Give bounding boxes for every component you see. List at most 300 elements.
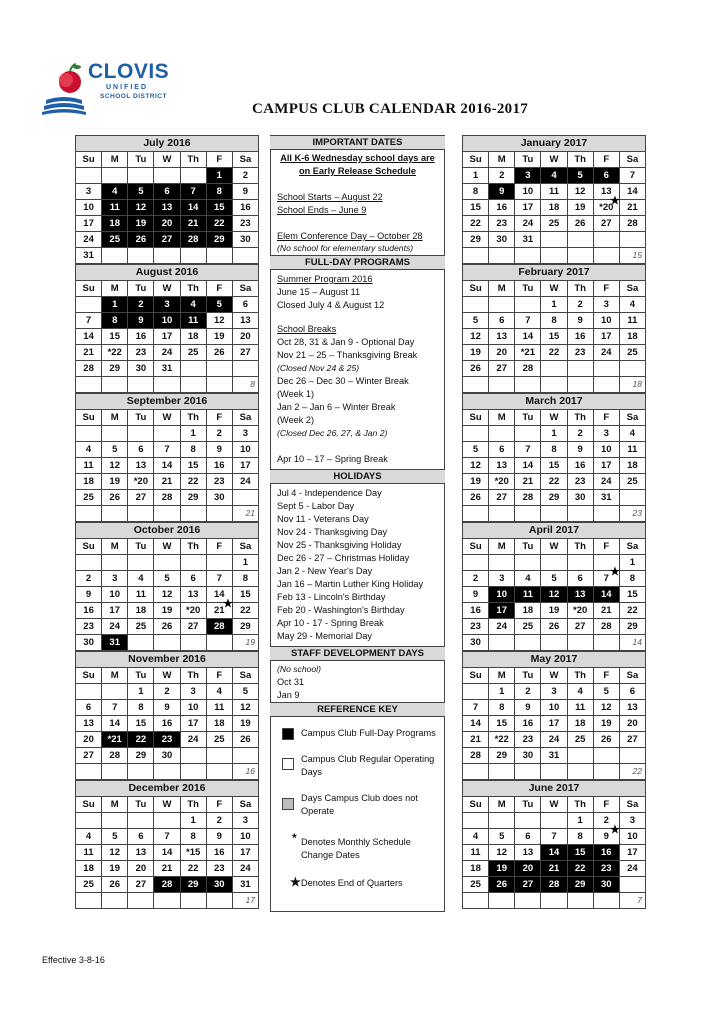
weekday-header: Sa xyxy=(232,152,258,168)
day-cell: 2 xyxy=(593,813,619,829)
weekday-header: F xyxy=(206,539,232,555)
break-3: Dec 26 – Dec 30 – Winter Break xyxy=(277,376,409,386)
month-calendar xyxy=(75,780,259,909)
day-cell: 24 xyxy=(593,345,619,361)
clovis-logo xyxy=(42,60,172,116)
day-cell xyxy=(567,555,593,571)
day-cell: 7 xyxy=(206,571,232,587)
day-cell xyxy=(180,635,206,651)
day-cell xyxy=(489,555,515,571)
day-cell xyxy=(463,377,489,393)
day-cell: 29 xyxy=(619,619,645,635)
day-cell: 11 xyxy=(567,700,593,716)
day-cell: 11 xyxy=(180,313,206,329)
day-cell: 17 xyxy=(593,329,619,345)
day-cell xyxy=(541,764,567,780)
day-cell xyxy=(541,377,567,393)
effective-date: Effective 3-8-16 xyxy=(42,955,105,965)
key-full-day-label: Campus Club Full-Day Programs xyxy=(301,728,436,738)
day-cell: 17 xyxy=(489,603,515,619)
day-cell: 23 xyxy=(206,474,232,490)
day-cell: 10 xyxy=(102,587,128,603)
weekday-header: M xyxy=(489,539,515,555)
day-cell: 24 xyxy=(515,216,541,232)
day-cell xyxy=(206,748,232,764)
day-cell xyxy=(593,506,619,522)
day-cell xyxy=(567,248,593,264)
end-of-quarter-star-icon: ★ xyxy=(609,195,620,207)
holiday-item: Jul 4 - Independence Day xyxy=(277,488,382,498)
day-cell: 16 xyxy=(593,845,619,861)
day-cell: 6 xyxy=(128,829,154,845)
day-cell xyxy=(206,361,232,377)
day-cell: *15 xyxy=(180,845,206,861)
day-cell: 2 xyxy=(463,571,489,587)
day-cell: 14 xyxy=(206,587,232,603)
day-cell: 26 xyxy=(102,490,128,506)
day-cell xyxy=(515,893,541,909)
day-cell: 15 xyxy=(541,458,567,474)
day-cell: 2 xyxy=(206,426,232,442)
day-cell: 16 xyxy=(206,458,232,474)
day-cell: 18 xyxy=(102,216,128,232)
day-cell: 31 xyxy=(154,361,180,377)
day-cell: *22 xyxy=(489,732,515,748)
day-cell: 17 xyxy=(232,458,258,474)
day-cell xyxy=(515,297,541,313)
day-cell xyxy=(593,764,619,780)
day-cell: 1 xyxy=(206,168,232,184)
day-cell: 20 xyxy=(489,345,515,361)
day-cell xyxy=(463,684,489,700)
weekday-header: Su xyxy=(76,281,102,297)
day-cell: 20 xyxy=(619,716,645,732)
weekday-header: Sa xyxy=(232,539,258,555)
day-cell: 20 xyxy=(154,216,180,232)
day-cell: 13 xyxy=(489,458,515,474)
day-cell xyxy=(515,764,541,780)
day-cell: 13 xyxy=(128,458,154,474)
calendar-right-column xyxy=(462,135,646,909)
day-cell: 29 xyxy=(102,361,128,377)
day-cell: 18 xyxy=(206,716,232,732)
days-count: 7 xyxy=(619,893,645,909)
break-5: Apr 10 – 17 – Spring Break xyxy=(277,454,388,464)
day-cell xyxy=(180,506,206,522)
month-title: August 2016 xyxy=(76,265,259,281)
day-cell xyxy=(102,893,128,909)
day-cell: 2 xyxy=(567,297,593,313)
day-cell: 1 xyxy=(232,555,258,571)
key-regular-swatch xyxy=(282,758,294,770)
day-cell xyxy=(76,297,102,313)
day-cell: 31 xyxy=(593,490,619,506)
day-cell xyxy=(206,248,232,264)
day-cell: 27 xyxy=(619,732,645,748)
day-cell: 4 xyxy=(463,829,489,845)
day-cell: 27 xyxy=(76,748,102,764)
day-cell: 8 xyxy=(567,829,593,845)
day-cell: 8 xyxy=(180,829,206,845)
day-cell: 25 xyxy=(619,474,645,490)
day-cell xyxy=(180,893,206,909)
day-cell: 7 xyxy=(154,442,180,458)
holiday-item: May 29 - Memorial Day xyxy=(277,631,372,641)
day-cell: 17 xyxy=(232,845,258,861)
days-count: 15 xyxy=(619,248,645,264)
day-cell xyxy=(180,248,206,264)
day-cell: 11 xyxy=(102,200,128,216)
weekday-header: Th xyxy=(567,539,593,555)
day-cell xyxy=(76,684,102,700)
day-cell: 16 xyxy=(232,200,258,216)
day-cell: 3 xyxy=(76,184,102,200)
day-cell: 31 xyxy=(515,232,541,248)
day-cell xyxy=(102,506,128,522)
day-cell: *20 xyxy=(180,603,206,619)
day-cell: 11 xyxy=(619,313,645,329)
holidays-header: HOLIDAYS xyxy=(270,469,445,484)
day-cell: 3 xyxy=(593,297,619,313)
day-cell: 13 xyxy=(76,716,102,732)
day-cell: 10 xyxy=(593,442,619,458)
day-cell: 25 xyxy=(102,232,128,248)
key-regular-label: Campus Club Regular Operating Days xyxy=(301,754,435,777)
day-cell xyxy=(515,248,541,264)
day-cell xyxy=(232,748,258,764)
break-4-note: (Closed Dec 26, 27, & Jan 2) xyxy=(277,428,388,438)
day-cell xyxy=(515,377,541,393)
day-cell: 9 xyxy=(154,700,180,716)
day-cell: 22 xyxy=(541,345,567,361)
day-cell: 25 xyxy=(128,619,154,635)
day-cell: 8 xyxy=(619,571,645,587)
day-cell xyxy=(489,297,515,313)
day-cell: 3 xyxy=(154,297,180,313)
month-title: January 2017 xyxy=(463,136,646,152)
month-calendar xyxy=(75,264,259,393)
day-cell: 30 xyxy=(206,877,232,893)
weekday-header: Sa xyxy=(619,539,645,555)
day-cell: 12 xyxy=(102,845,128,861)
day-cell: 12 xyxy=(463,329,489,345)
day-cell: 21 xyxy=(463,732,489,748)
weekday-header: W xyxy=(154,668,180,684)
elem-conference-note: (No school for elementary students) xyxy=(277,243,414,253)
day-cell: 9 ★ xyxy=(593,829,619,845)
day-cell: 28 xyxy=(154,490,180,506)
month-title: May 2017 xyxy=(463,652,646,668)
weekday-header: W xyxy=(154,152,180,168)
day-cell: 28 xyxy=(619,216,645,232)
day-cell: 3 xyxy=(232,813,258,829)
day-cell: 27 xyxy=(489,361,515,377)
day-cell: 29 xyxy=(180,877,206,893)
day-cell xyxy=(619,361,645,377)
closed-dates: Closed July 4 & August 12 xyxy=(277,300,385,310)
day-cell: 1 xyxy=(128,684,154,700)
day-cell: 27 xyxy=(593,216,619,232)
day-cell: 19 xyxy=(154,603,180,619)
day-cell: 5 xyxy=(232,684,258,700)
day-cell xyxy=(593,232,619,248)
day-cell: 28 xyxy=(102,748,128,764)
day-cell xyxy=(619,232,645,248)
day-cell: 30 xyxy=(463,635,489,651)
weekday-header: Th xyxy=(567,668,593,684)
day-cell: 27 xyxy=(515,877,541,893)
day-cell: 21 xyxy=(619,200,645,216)
day-cell: 13 xyxy=(489,329,515,345)
weekday-header: Tu xyxy=(515,668,541,684)
day-cell xyxy=(463,297,489,313)
day-cell xyxy=(154,248,180,264)
day-cell: 30 xyxy=(154,748,180,764)
day-cell: 3 xyxy=(232,426,258,442)
day-cell: 5 xyxy=(463,442,489,458)
month-calendar xyxy=(462,393,646,522)
summer-dates: June 15 – August 11 xyxy=(277,287,361,297)
day-cell xyxy=(102,377,128,393)
weekday-header: F xyxy=(206,281,232,297)
day-cell: 4 xyxy=(567,684,593,700)
days-count: 19 xyxy=(232,635,258,651)
reference-key-header: REFERENCE KEY xyxy=(270,702,445,717)
day-cell: 7 xyxy=(541,829,567,845)
day-cell xyxy=(102,813,128,829)
key-closed-label: Days Campus Club does not Operate xyxy=(301,793,418,816)
break-2-note: (Closed Nov 24 & 25) xyxy=(277,363,360,373)
weekday-header: Tu xyxy=(515,539,541,555)
day-cell: 16 xyxy=(567,458,593,474)
break-3-week: (Week 1) xyxy=(277,389,315,399)
weekday-header: Su xyxy=(76,152,102,168)
day-cell: 21 xyxy=(154,861,180,877)
day-cell xyxy=(489,377,515,393)
weekday-header: Su xyxy=(76,539,102,555)
day-cell: 19 xyxy=(232,716,258,732)
day-cell: 6 xyxy=(567,571,593,587)
day-cell xyxy=(128,377,154,393)
day-cell: 23 xyxy=(463,619,489,635)
day-cell: 25 xyxy=(515,619,541,635)
early-release-line2: on Early Release Schedule xyxy=(299,166,416,176)
day-cell: 27 xyxy=(232,345,258,361)
day-cell xyxy=(515,555,541,571)
day-cell xyxy=(463,248,489,264)
day-cell xyxy=(128,426,154,442)
day-cell: 26 xyxy=(232,732,258,748)
day-cell: 30 xyxy=(128,361,154,377)
day-cell: 17 xyxy=(102,603,128,619)
day-cell: 25 xyxy=(463,877,489,893)
day-cell xyxy=(463,893,489,909)
day-cell: 26 xyxy=(206,345,232,361)
month-calendar xyxy=(462,135,646,264)
day-cell: 10 xyxy=(232,442,258,458)
weekday-header: Tu xyxy=(128,668,154,684)
day-cell: 28 xyxy=(180,232,206,248)
weekday-header: Su xyxy=(463,410,489,426)
day-cell: 10 xyxy=(541,700,567,716)
day-cell: 10 xyxy=(489,587,515,603)
day-cell: 10 xyxy=(76,200,102,216)
day-cell: 10 xyxy=(232,829,258,845)
day-cell: 14 xyxy=(619,184,645,200)
day-cell: 28 xyxy=(541,877,567,893)
day-cell xyxy=(76,764,102,780)
day-cell xyxy=(206,555,232,571)
day-cell: 9 xyxy=(206,829,232,845)
day-cell: *20 xyxy=(489,474,515,490)
day-cell xyxy=(567,232,593,248)
day-cell: 1 xyxy=(489,684,515,700)
weekday-header: Tu xyxy=(515,797,541,813)
day-cell: 18 xyxy=(619,329,645,345)
break-1: Oct 28, 31 & Jan 9 - Optional Day xyxy=(277,337,415,347)
day-cell: 15 xyxy=(489,716,515,732)
day-cell: 19 xyxy=(102,474,128,490)
day-cell xyxy=(463,813,489,829)
day-cell: 8 xyxy=(206,184,232,200)
day-cell: 23 xyxy=(515,732,541,748)
day-cell: 3 xyxy=(180,684,206,700)
holiday-item: Nov 24 - Thanksgiving Day xyxy=(277,527,388,537)
day-cell: 24 xyxy=(593,474,619,490)
day-cell: 18 xyxy=(619,458,645,474)
day-cell xyxy=(515,635,541,651)
weekday-header: Th xyxy=(567,152,593,168)
day-cell: 13 xyxy=(567,587,593,603)
logo-name: CLOVIS xyxy=(88,60,170,83)
day-cell: 19 xyxy=(593,716,619,732)
day-cell: 23 xyxy=(154,732,180,748)
day-cell: 5 xyxy=(102,829,128,845)
day-cell: 22 xyxy=(180,861,206,877)
day-cell xyxy=(154,426,180,442)
day-cell: 31 xyxy=(541,748,567,764)
day-cell xyxy=(102,168,128,184)
month-title: March 2017 xyxy=(463,394,646,410)
day-cell: 17 xyxy=(619,845,645,861)
summer-program: Summer Program 2016 xyxy=(277,274,373,284)
day-cell: 10 xyxy=(180,700,206,716)
days-count: 17 xyxy=(232,893,258,909)
day-cell: 24 xyxy=(619,861,645,877)
day-cell xyxy=(489,506,515,522)
day-cell: 7 xyxy=(515,313,541,329)
day-cell: 6 xyxy=(76,700,102,716)
day-cell xyxy=(489,635,515,651)
day-cell: 3 xyxy=(515,168,541,184)
day-cell: 27 xyxy=(489,490,515,506)
day-cell xyxy=(76,893,102,909)
day-cell xyxy=(102,426,128,442)
day-cell: 12 xyxy=(541,587,567,603)
day-cell: 5 xyxy=(489,829,515,845)
day-cell xyxy=(154,555,180,571)
day-cell xyxy=(515,813,541,829)
weekday-header: Su xyxy=(76,668,102,684)
days-count: 8 xyxy=(232,377,258,393)
day-cell: 9 xyxy=(567,313,593,329)
day-cell: 22 xyxy=(180,474,206,490)
day-cell xyxy=(593,635,619,651)
weekday-header: Th xyxy=(567,410,593,426)
weekday-header: W xyxy=(541,668,567,684)
day-cell: 8 xyxy=(180,442,206,458)
month-calendar xyxy=(75,393,259,522)
month-title: July 2016 xyxy=(76,136,259,152)
day-cell xyxy=(154,168,180,184)
day-cell: 12 xyxy=(232,700,258,716)
day-cell: 3 xyxy=(102,571,128,587)
staff-development-header: STAFF DEVELOPMENT DAYS xyxy=(270,646,445,661)
day-cell: 4 xyxy=(76,829,102,845)
day-cell: 30 xyxy=(515,748,541,764)
day-cell: 25 xyxy=(619,345,645,361)
day-cell: 8 xyxy=(102,313,128,329)
weekday-header: Th xyxy=(180,539,206,555)
day-cell: 5 xyxy=(206,297,232,313)
day-cell: 30 xyxy=(593,877,619,893)
day-cell: 16 xyxy=(463,603,489,619)
day-cell: 21 xyxy=(180,216,206,232)
day-cell: 23 xyxy=(567,474,593,490)
day-cell: 23 xyxy=(232,216,258,232)
day-cell: 25 xyxy=(180,345,206,361)
day-cell xyxy=(180,168,206,184)
day-cell: 18 xyxy=(76,474,102,490)
day-cell: 5 xyxy=(593,684,619,700)
weekday-header: Tu xyxy=(128,539,154,555)
day-cell xyxy=(180,377,206,393)
staff-day-1: Oct 31 xyxy=(277,677,305,687)
day-cell xyxy=(154,813,180,829)
day-cell: 9 xyxy=(206,442,232,458)
day-cell xyxy=(76,168,102,184)
day-cell xyxy=(128,248,154,264)
day-cell: 21 xyxy=(154,474,180,490)
day-cell xyxy=(567,764,593,780)
day-cell: 23 xyxy=(206,861,232,877)
day-cell: 10 xyxy=(593,313,619,329)
weekday-header: Tu xyxy=(515,410,541,426)
day-cell xyxy=(463,426,489,442)
holiday-item: Nov 11 - Veterans Day xyxy=(277,514,369,524)
month-calendar xyxy=(462,522,646,651)
day-cell: 17 xyxy=(541,716,567,732)
weekday-header: Sa xyxy=(232,410,258,426)
weekday-header: M xyxy=(489,797,515,813)
weekday-header: W xyxy=(154,797,180,813)
key-full-day-swatch xyxy=(282,728,294,740)
weekday-header: W xyxy=(541,281,567,297)
day-cell: 21 xyxy=(76,345,102,361)
day-cell: 18 xyxy=(515,603,541,619)
day-cell xyxy=(541,813,567,829)
day-cell: 19 xyxy=(206,329,232,345)
day-cell: 23 xyxy=(76,619,102,635)
days-count: 18 xyxy=(619,377,645,393)
day-cell: 28 xyxy=(515,361,541,377)
day-cell: 5 xyxy=(567,168,593,184)
full-day-programs-header: FULL-DAY PROGRAMS xyxy=(270,255,445,270)
day-cell: 5 xyxy=(154,571,180,587)
weekday-header: W xyxy=(154,539,180,555)
day-cell: 26 xyxy=(541,619,567,635)
day-cell: 14 xyxy=(154,845,180,861)
